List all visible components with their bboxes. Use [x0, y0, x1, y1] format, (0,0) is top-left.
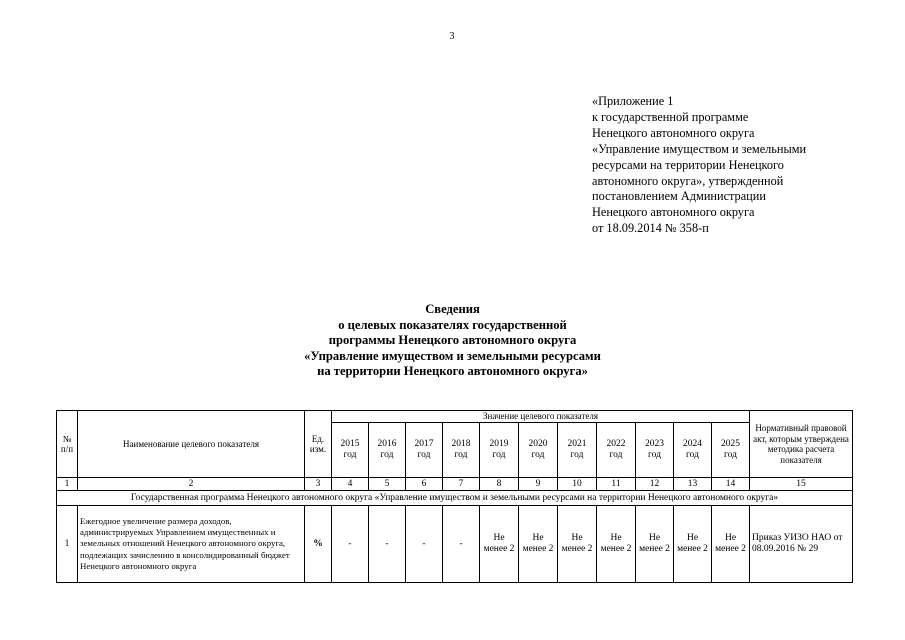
header-row: [57, 411, 853, 423]
section-title: Государственная программа Ненецкого автономного округа «Управление имуществом и земельными ресурсами на территории Ненецкого автономного округа»: [57, 491, 853, 506]
appendix-line: к государственной программе: [592, 109, 749, 124]
column-number: 12: [636, 478, 674, 491]
column-number: 14: [712, 478, 750, 491]
row-value: Не менее 2: [480, 506, 519, 583]
appendix-line: автономного округа», утвержденной: [592, 173, 784, 188]
header-year: 2020 год: [519, 423, 558, 478]
header-year: 2023 год: [636, 423, 674, 478]
header-year: 2017 год: [406, 423, 443, 478]
column-number: 1: [57, 478, 78, 491]
header-year: 2024 год: [674, 423, 712, 478]
title-line: Сведения: [425, 302, 480, 316]
appendix-line: Ненецкого автономного округа: [592, 205, 755, 220]
header-year: 2015 год: [332, 423, 369, 478]
header-year: 2025 год: [712, 423, 750, 478]
column-number: 6: [406, 478, 443, 491]
row-unit: %: [305, 506, 332, 583]
appendix-block: [592, 94, 892, 237]
row-value: -: [443, 506, 480, 583]
row-legal-act: Приказ УИЗО НАО от 08.09.2016 № 29: [750, 506, 853, 583]
title-line: программы Ненецкого автономного округа: [328, 333, 577, 348]
row-value: Не менее 2: [712, 506, 750, 583]
appendix-line: постановлением Администрации: [592, 189, 766, 204]
column-number: 15: [750, 478, 853, 491]
title-line: на территории Ненецкого автономного округа»: [317, 364, 588, 379]
column-number: 2: [78, 478, 305, 491]
column-numbers-row: [57, 478, 853, 491]
row-value: Не менее 2: [636, 506, 674, 583]
row-value: -: [369, 506, 406, 583]
appendix-line: «Управление имуществом и земельными: [592, 141, 807, 156]
row-value: Не менее 2: [674, 506, 712, 583]
column-number: 4: [332, 478, 369, 491]
header-year: 2021 год: [558, 423, 597, 478]
row-num: 1: [57, 506, 78, 583]
row-value: Не менее 2: [597, 506, 636, 583]
row-value: -: [406, 506, 443, 583]
column-number: 7: [443, 478, 480, 491]
column-number: 13: [674, 478, 712, 491]
section-row: [57, 491, 853, 506]
title-line: «Управление имуществом и земельными ресурсами: [304, 348, 601, 363]
document-title: [200, 302, 705, 380]
column-number: 3: [305, 478, 332, 491]
appendix-line: «Приложение 1: [592, 94, 674, 108]
header-value-group: Значение целевого показателя: [332, 411, 750, 423]
row-value: Не менее 2: [519, 506, 558, 583]
title-line: о целевых показателях государственной: [338, 317, 567, 332]
column-number: 10: [558, 478, 597, 491]
row-indicator-name: Ежегодное увеличение размера доходов, администрируемых Управлением имущественных и земельных отношений Ненецкого автономного округа, подлежащих зачислению в консолидированный бюджет Ненецкого автономного округа: [78, 506, 305, 583]
header-unit: Ед. изм.: [305, 411, 332, 478]
table-row: [57, 506, 853, 583]
header-name: Наименование целевого показателя: [78, 411, 305, 478]
row-value: -: [332, 506, 369, 583]
header-act: Нормативный правовой акт, которым утверждена методика расчета показателя: [750, 411, 853, 478]
header-year: 2022 год: [597, 423, 636, 478]
row-value: Не менее 2: [558, 506, 597, 583]
header-year: 2019 год: [480, 423, 519, 478]
page-number: 3: [449, 31, 455, 42]
header-num: № п/п: [57, 411, 78, 478]
column-number: 9: [519, 478, 558, 491]
appendix-line: ресурсами на территории Ненецкого: [592, 157, 784, 172]
column-number: 8: [480, 478, 519, 491]
column-number: 11: [597, 478, 636, 491]
indicators-table: [56, 410, 853, 583]
appendix-line: от 18.09.2014 № 358-п: [592, 221, 709, 236]
header-year: 2016 год: [369, 423, 406, 478]
column-number: 5: [369, 478, 406, 491]
header-year: 2018 год: [443, 423, 480, 478]
appendix-line: Ненецкого автономного округа: [592, 125, 755, 140]
